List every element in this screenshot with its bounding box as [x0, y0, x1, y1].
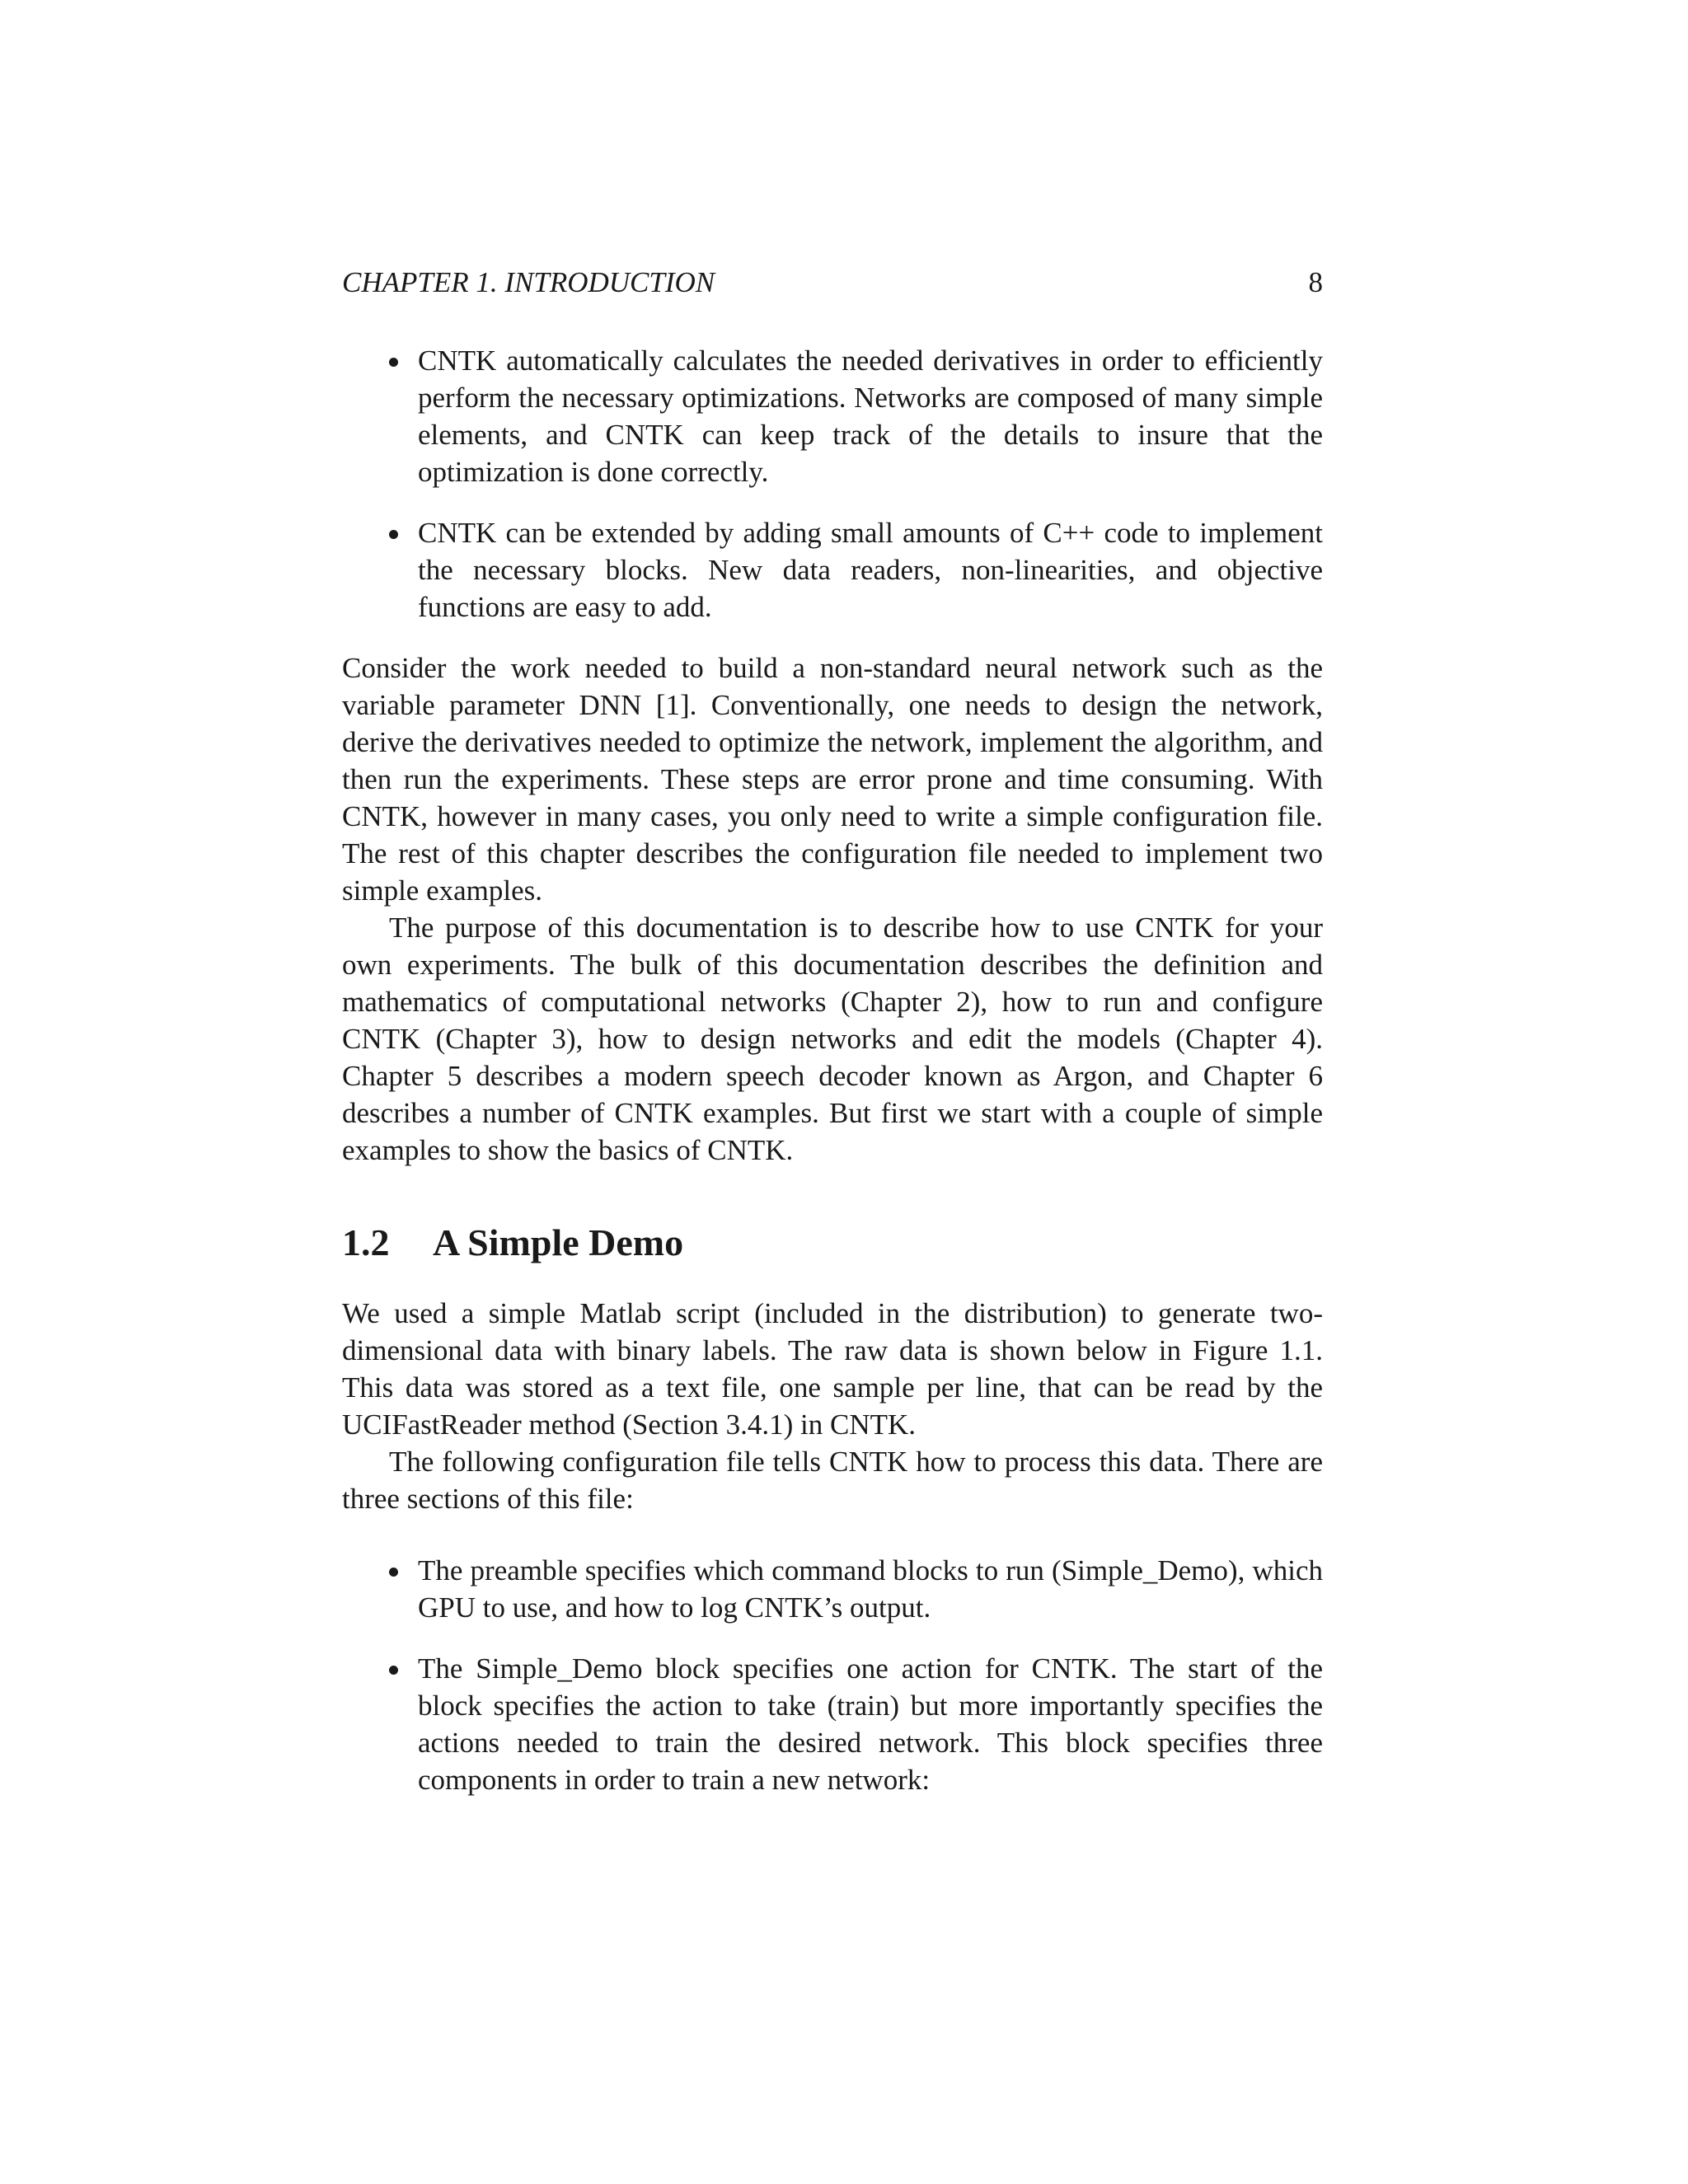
section-title: A Simple Demo	[433, 1221, 684, 1263]
body-paragraph: We used a simple Matlab script (included in the distribution) to generate two-dimensional data with binary labels. The raw data is shown below in Figure 1.1. This data was stored as a text file, one sample per line, that can be read by the UCIFastReader method (Section 3.4.1) in CNTK.	[342, 1297, 1323, 1441]
list-item-text: CNTK automatically calculates the needed derivatives in order to efficiently perform the necessary optimizations. Networks are composed of many simple elements, and CNTK can keep track of the details to insure that the optimization is done correctly.	[418, 344, 1323, 488]
list-item	[342, 1552, 1323, 1626]
body-paragraph: Consider the work needed to build a non-standard neural network such as the variable parameter DNN [1]. Conventionally, one needs to design the network, derive the derivatives needed to optimize the network, implement the algorithm, and then run the experiments. These steps are error prone and time consuming. With CNTK, however in many cases, you only need to write a simple configuration file. The rest of this chapter describes the configuration file needed to implement two simple examples.	[342, 652, 1323, 907]
document-page	[342, 262, 1323, 1798]
list-item	[342, 342, 1323, 490]
list-item-text: The Simple_Demo block specifies one action for CNTK. The start of the block specifies the action to take (train) but more importantly specifies the actions needed to train the desired network. This block specifies three components in order to train a new network:	[418, 1652, 1323, 1796]
list-item-text: CNTK can be extended by adding small amounts of C++ code to implement the necessary blocks. New data readers, non-linearities, and objective functions are easy to add.	[418, 517, 1323, 623]
body-paragraph: The following configuration file tells CNTK how to process this data. There are three sections of this file:	[342, 1446, 1323, 1515]
bullet-icon	[389, 530, 398, 539]
list-item	[342, 514, 1323, 626]
bullet-list-config-sections	[342, 1552, 1323, 1798]
list-item-text: The preamble specifies which command blocks to run (Simple_Demo), which GPU to use, and how to log CNTK’s output.	[418, 1554, 1323, 1624]
bullet-list-features	[342, 342, 1323, 626]
bullet-icon	[389, 1568, 398, 1577]
running-header	[342, 262, 1323, 303]
chapter-title: CHAPTER 1. INTRODUCTION	[342, 266, 715, 298]
section-heading	[342, 1218, 1323, 1268]
list-item	[342, 1650, 1323, 1798]
section-number: 1.2	[342, 1221, 390, 1263]
bullet-icon	[389, 1666, 398, 1675]
bullet-icon	[389, 358, 398, 367]
page-number: 8	[1308, 266, 1323, 298]
body-paragraph: The purpose of this documentation is to describe how to use CNTK for your own experiments. The bulk of this documentation describes the definition and mathematics of computational networks (Chapter 2), how to run and configure CNTK (Chapter 3), how to design networks and edit the models (Chapter 4). Chapter 5 describes a modern speech decoder known as Argon, and Chapter 6 describes a number of CNTK examples. But first we start with a couple of simple examples to show the basics of CNTK.	[342, 912, 1323, 1166]
